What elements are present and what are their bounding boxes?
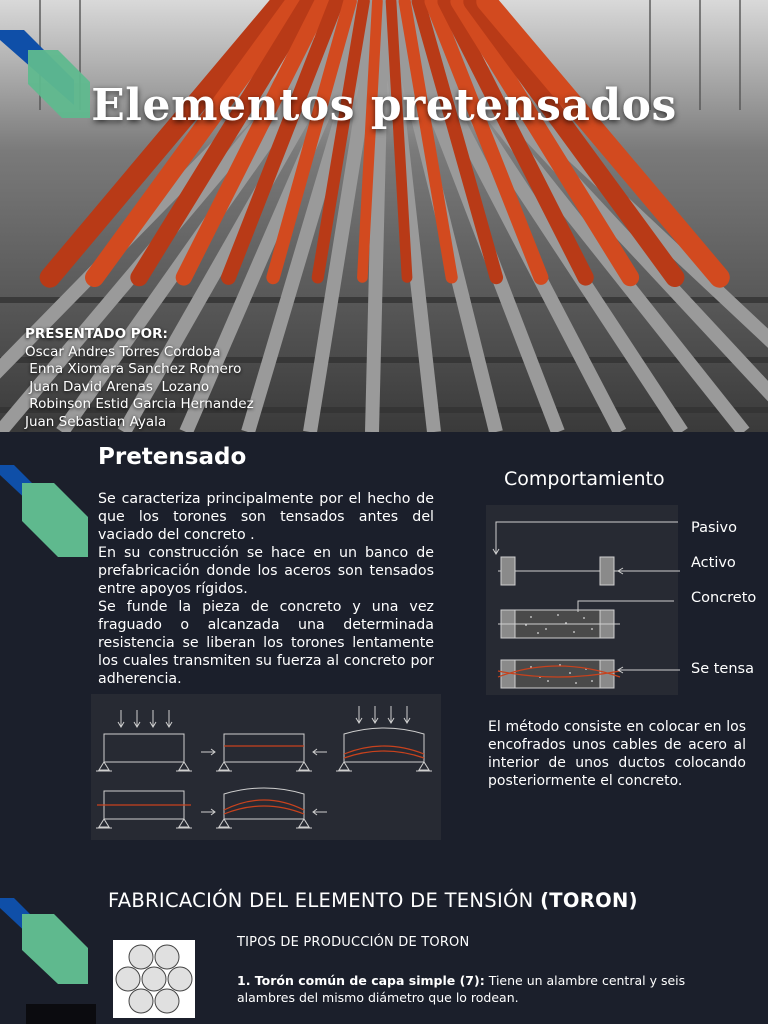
title-bold: (TORON) xyxy=(540,889,638,912)
section-title-pretensado: Pretensado xyxy=(98,444,247,470)
types-title: TIPOS DE PRODUCCIÓN DE TORON xyxy=(237,935,470,950)
hero-banner xyxy=(0,0,768,432)
presenter-name: Robinson Estid Garcia Hernandez xyxy=(25,396,254,412)
paragraph: En su construcción se hace en un banco de prefabricación donde los aceros son tensados entre apoyos rígidos. xyxy=(98,545,434,597)
label-concreto: Concreto xyxy=(691,590,757,606)
presenter-name: Oscar Andres Torres Cordoba xyxy=(25,343,221,360)
type-item-1 xyxy=(237,972,737,1006)
beam-diagram xyxy=(91,694,441,840)
corner-accent xyxy=(0,898,100,988)
label-pasivo: Pasivo xyxy=(691,520,738,536)
photo-thumbnail xyxy=(26,1004,96,1024)
pretensado-description xyxy=(98,490,434,688)
type-item-text: Tiene un alambre central y seis alambres del mismo diámetro que lo rodean. xyxy=(237,973,690,1005)
concreto-leader-line xyxy=(576,590,676,620)
paragraph: Se caracteriza principalmente por el hecho de que los torones son tensados antes del vaciado del concreto . xyxy=(98,491,434,543)
seven-wire-strand-icon xyxy=(113,940,195,1018)
label-se-tensa: Se tensa xyxy=(691,661,754,677)
section-title-comportamiento: Comportamiento xyxy=(504,468,665,490)
label-activo: Activo xyxy=(691,555,736,571)
title-text: FABRICACIÓN DEL ELEMENTO DE TENSIÓN xyxy=(108,889,541,912)
comportamiento-description: El método consiste en colocar en los encofrados unos cables de acero al interior de unos ductos colocando posteriormente el concreto. xyxy=(488,719,746,789)
presenter-name: Juan David Arenas Lozano xyxy=(25,378,210,395)
paragraph: Se funde la pieza de concreto y una vez fraguado o alcanzada una determinada resistencia se liberan los torones lentamente los cuales transmiten su fuerza al concreto por adherencia. xyxy=(98,599,434,687)
presenters-block xyxy=(25,326,254,431)
presenters-heading: PRESENTADO POR: xyxy=(25,326,168,342)
presenter-name: Juan Sebastian Ayala xyxy=(25,413,167,430)
corner-accent xyxy=(0,465,100,565)
toron-cross-section xyxy=(113,940,195,1018)
type-item-bold: 1. Torón común de capa simple (7): xyxy=(237,973,485,988)
presenter-name: Enna Xiomara Sanchez Romero xyxy=(25,361,242,377)
corner-accent xyxy=(0,30,100,120)
section-title-fabricacion xyxy=(108,889,638,912)
beam-diagram-panel xyxy=(91,694,441,840)
hero-title: Elementos pretensados xyxy=(91,80,677,131)
